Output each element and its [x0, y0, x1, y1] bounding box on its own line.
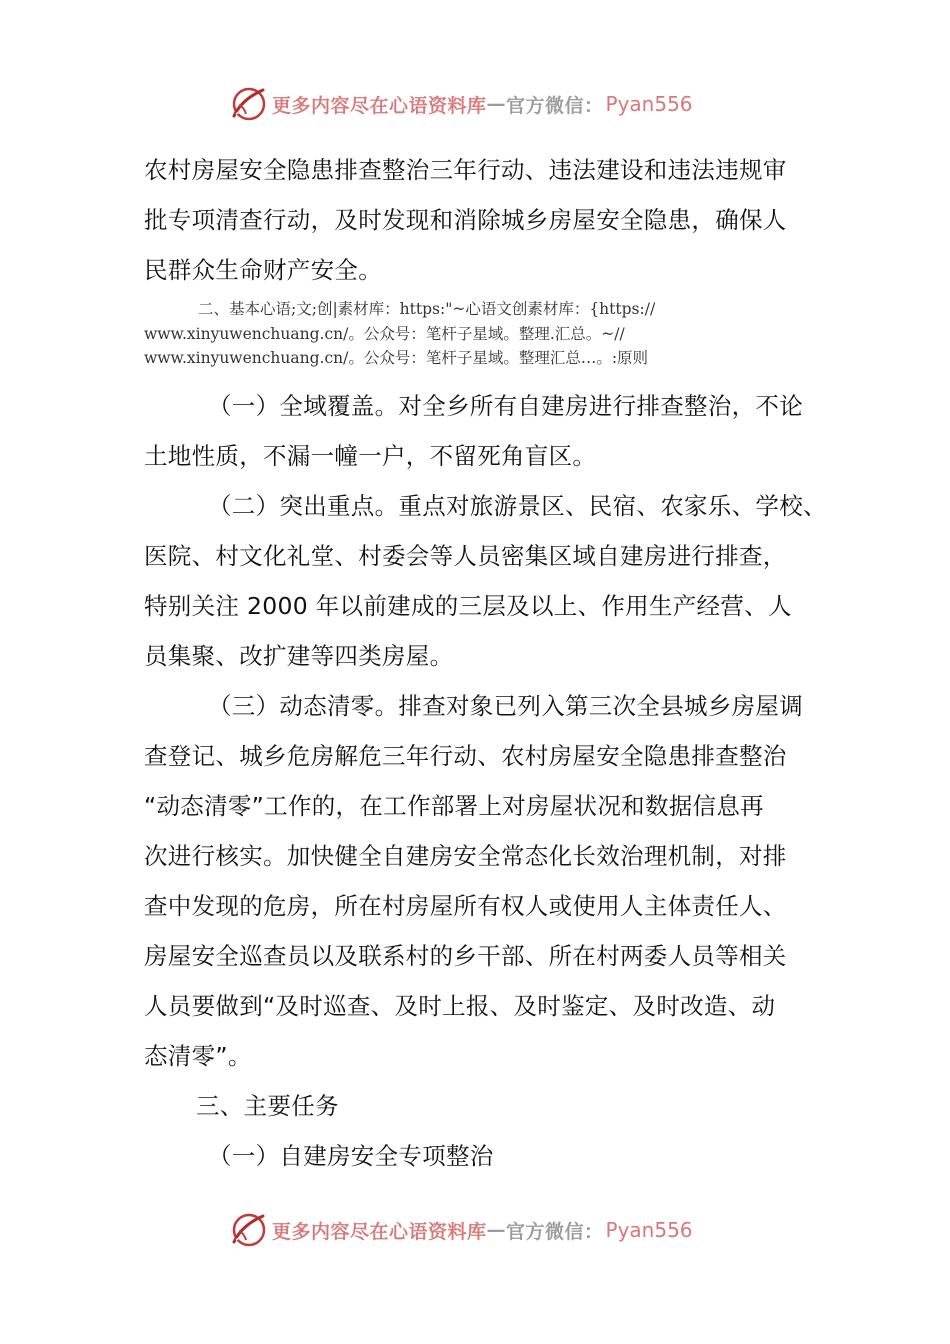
paragraph-line: 房屋安全巡查员以及联系村的乡干部、所在村两委人员等相关: [144, 941, 787, 970]
watermark-text-line: www.xinyuwenchuang.cn/。公众号：笔杆子星域。整理.汇总。~//: [144, 324, 625, 343]
paragraph-line: 员集聚、改扩建等四类房屋。: [144, 641, 454, 670]
watermark-text-line: 二、基本心语;文;创|素材库：https:"~心语文创素材库：{https://: [198, 300, 656, 318]
paragraph-line: 人员要做到“及时巡查、及时上报、及时鉴定、及时改造、动: [144, 991, 776, 1020]
footer-banner: [230, 1208, 693, 1252]
paragraph-line: 查中发现的危房，所在村房屋所有权人或使用人主体责任人、: [144, 891, 787, 920]
document-body: [144, 145, 827, 1181]
banner-main-text: 更多内容尽在心语资料库: [272, 1220, 487, 1243]
subsection-heading: （一）自建房安全专项整治: [208, 1141, 494, 1170]
banner-main-text: 更多内容尽在心语资料库: [272, 94, 487, 117]
paragraph-line: 次进行核实。加快健全自建房安全常态化长效治理机制，对排: [144, 841, 787, 870]
banner-dash: —: [486, 93, 507, 115]
banner-wechat-id: Pyan556: [605, 92, 693, 116]
banner-label: 官方微信：: [506, 94, 604, 117]
paragraph-line: 医院、村文化礼堂、村委会等人员密集区域自建房进行排查，: [144, 541, 787, 570]
paragraph-line: 民群众生命财产安全。: [144, 256, 382, 284]
paragraph-line: 批专项清查行动，及时发现和消除城乡房屋安全隐患，确保人: [144, 206, 787, 234]
paragraph-line: （二）突出重点。重点对旅游景区、民宿、农家乐、学校、: [208, 491, 827, 520]
banner-wechat-id: Pyan556: [605, 1218, 693, 1242]
paragraph-line: “动态清零”工作的，在工作部署上对房屋状况和数据信息再: [144, 791, 764, 820]
paragraph-line: 土地性质，不漏一幢一户，不留死角盲区。: [144, 441, 597, 470]
paragraph-line: （三）动态清零。排查对象已列入第三次全县城乡房屋调: [208, 691, 803, 720]
paragraph-line: 态清零”。: [144, 1041, 252, 1070]
paragraph-line: （一）全域覆盖。对全乡所有自建房进行排查整治，不论: [208, 391, 803, 420]
pen-logo-icon: [230, 1211, 268, 1249]
section-heading: 三、主要任务: [196, 1091, 339, 1120]
paragraph-line: 查登记、城乡危房解危三年行动、农村房屋安全隐患排查整治: [144, 741, 787, 770]
watermark-text-line: www.xinyuwenchuang.cn/。公众号：笔杆子星域。整理汇总…。:原则: [144, 349, 649, 367]
pen-logo-icon: [230, 85, 268, 123]
banner-label: 官方微信：: [506, 1220, 604, 1243]
paragraph-line: 农村房屋安全隐患排查整治三年行动、违法建设和违法违规审: [144, 156, 787, 184]
banner-dash: —: [486, 1219, 507, 1241]
paragraph-line: 特别关注 2000 年以前建成的三层及以上、作用生产经营、人: [144, 591, 792, 620]
header-banner: [230, 82, 693, 126]
